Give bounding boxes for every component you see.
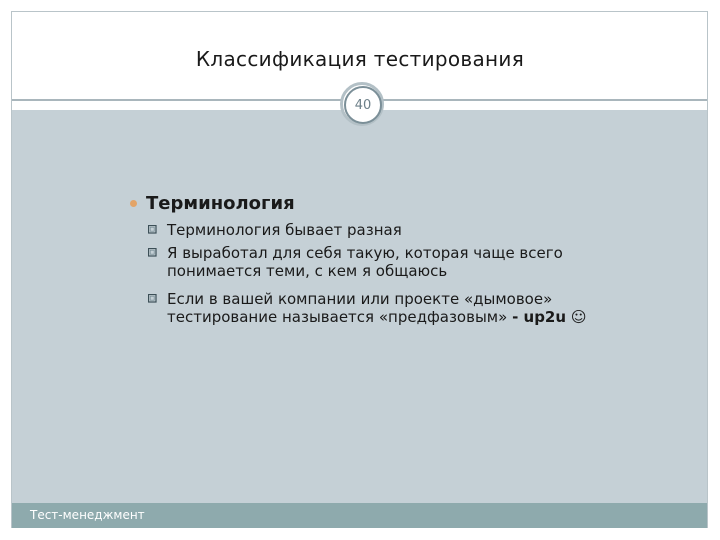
hollow-square-icon	[148, 248, 157, 257]
list-item-text-bold: - up2u	[512, 308, 567, 326]
footer-label: Тест-менеджмент	[30, 508, 145, 522]
list-item-text: Я выработал для себя такую, которая чаще всего понимается теми, с кем я общаюсь	[167, 244, 563, 280]
smiley-icon: ☺	[570, 308, 587, 326]
slide-title: Классификация тестирования	[195, 47, 525, 71]
heading-terminology: Терминология	[146, 193, 295, 214]
bullet-level1	[130, 193, 295, 214]
hollow-square-icon	[148, 225, 157, 234]
hollow-square-icon	[148, 294, 157, 303]
list-item-text	[167, 290, 617, 326]
page-number: 40	[344, 86, 382, 124]
list-item-text: Терминология бывает разная	[167, 221, 402, 239]
orange-dot-icon	[130, 200, 137, 207]
list-item-text-prefix: Если в вашей компании или проекте «дымовое» тестирование называется «предфазовым»	[167, 290, 553, 326]
